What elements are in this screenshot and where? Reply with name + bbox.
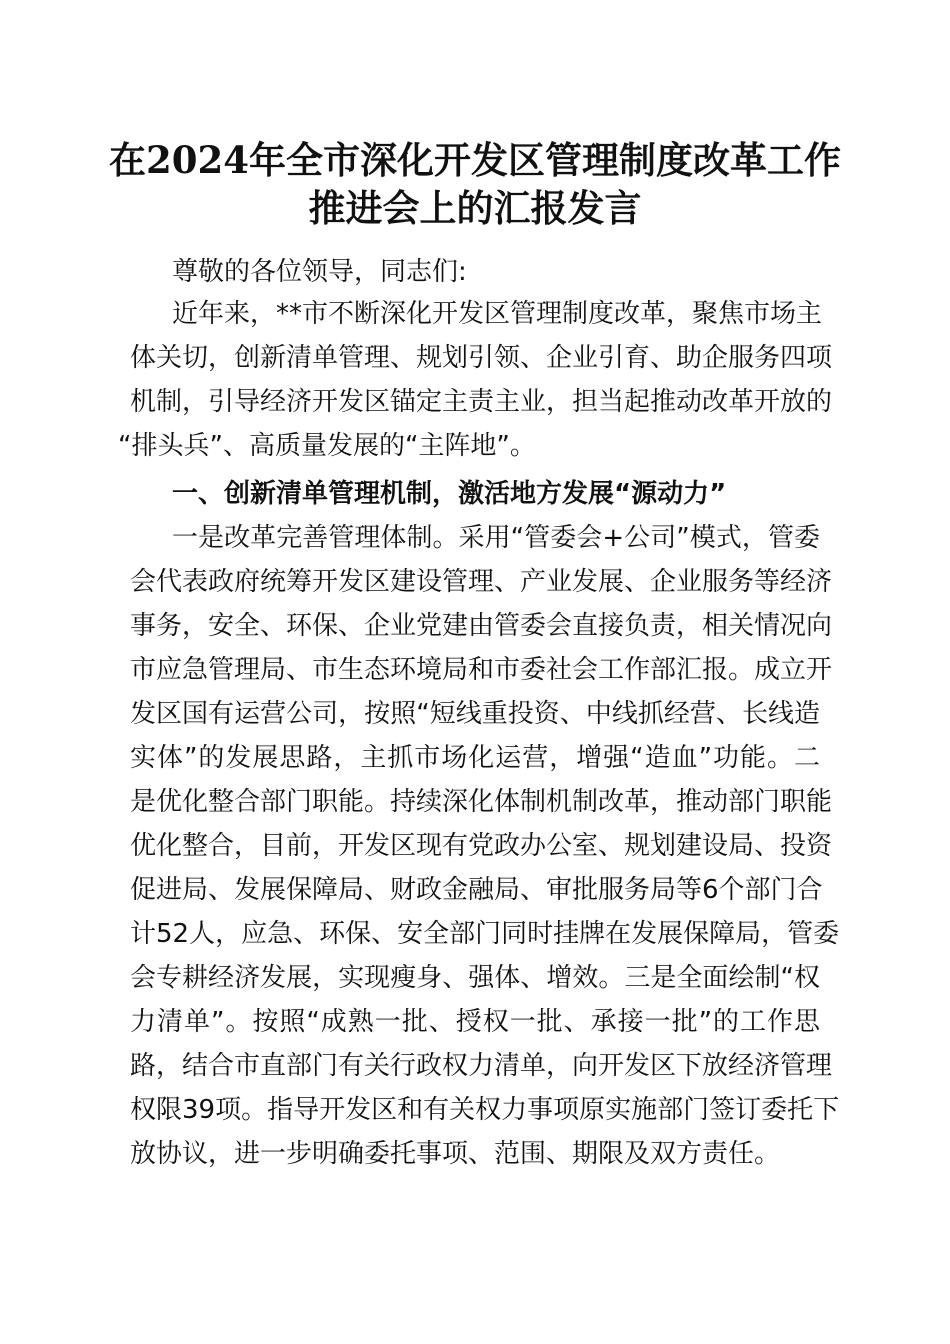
intro-line-3: 机制，引导经济开发区锚定主责主业，担当起推动改革开放的 (130, 387, 833, 417)
section-1-line-3: 事务，安全、环保、企业党建由管委会直接负责，相关情况向 (130, 611, 833, 641)
section-1-line-8: 优化整合，目前，开发区现有党政办公室、规划建设局、投资 (130, 831, 833, 861)
intro-line-1: 近年来，**市不断深化开发区管理制度改革，聚焦市场主 (172, 299, 823, 329)
section-1-heading: 一、创新清单管理机制，激活地方发展“源动力” (172, 479, 727, 509)
section-1-line-9: 促进局、发展保障局、财政金融局、审批服务局等6个部门合 (130, 875, 823, 905)
section-1-line-6: 实体”的发展思路，主抓市场化运营，增强“造血”功能。二 (130, 743, 820, 773)
section-1-line-14: 权限39项。指导开发区和有关权力事项原实施部门签订委托下 (130, 1095, 840, 1125)
section-1-line-2: 会代表政府统筹开发区建设管理、产业发展、企业服务等经济 (130, 567, 833, 597)
intro-line-2: 体关切，创新清单管理、规划引领、企业引育、助企服务四项 (130, 343, 833, 373)
section-1-line-15: 放协议，进一步明确委托事项、范围、期限及双方责任。 (130, 1139, 781, 1169)
section-1-line-7: 是优化整合部门职能。持续深化体制机制改革，推动部门职能 (130, 787, 833, 817)
section-1-line-12: 力清单”。按照“成熟一批、授权一批、承接一批”的工作思 (130, 1007, 820, 1037)
section-1-line-1: 一是改革完善管理体制。采用“管委会+公司”模式，管委 (172, 523, 820, 553)
section-1-line-10: 计52人，应急、环保、安全部门同时挂牌在发展保障局，管委 (130, 919, 840, 949)
section-1-line-11: 会专耕经济发展，实现瘦身、强体、增效。三是全面绘制“权 (130, 963, 820, 993)
section-1-line-5: 发区国有运营公司，按照“短线重投资、中线抓经营、长线造 (130, 699, 820, 729)
section-1-line-4: 市应急管理局、市生态环境局和市委社会工作部汇报。成立开 (130, 655, 833, 685)
document-title-line-1: 在2024年全市深化开发区管理制度改革工作 (109, 138, 841, 182)
salutation: 尊敬的各位领导，同志们: (172, 257, 467, 287)
section-1-line-13: 路，结合市直部门有关行政权力清单，向开发区下放经济管理 (130, 1051, 833, 1081)
document-title-line-2: 推进会上的汇报发言 (308, 186, 642, 230)
intro-line-4: “排头兵”、高质量发展的“主阵地”。 (118, 431, 536, 461)
